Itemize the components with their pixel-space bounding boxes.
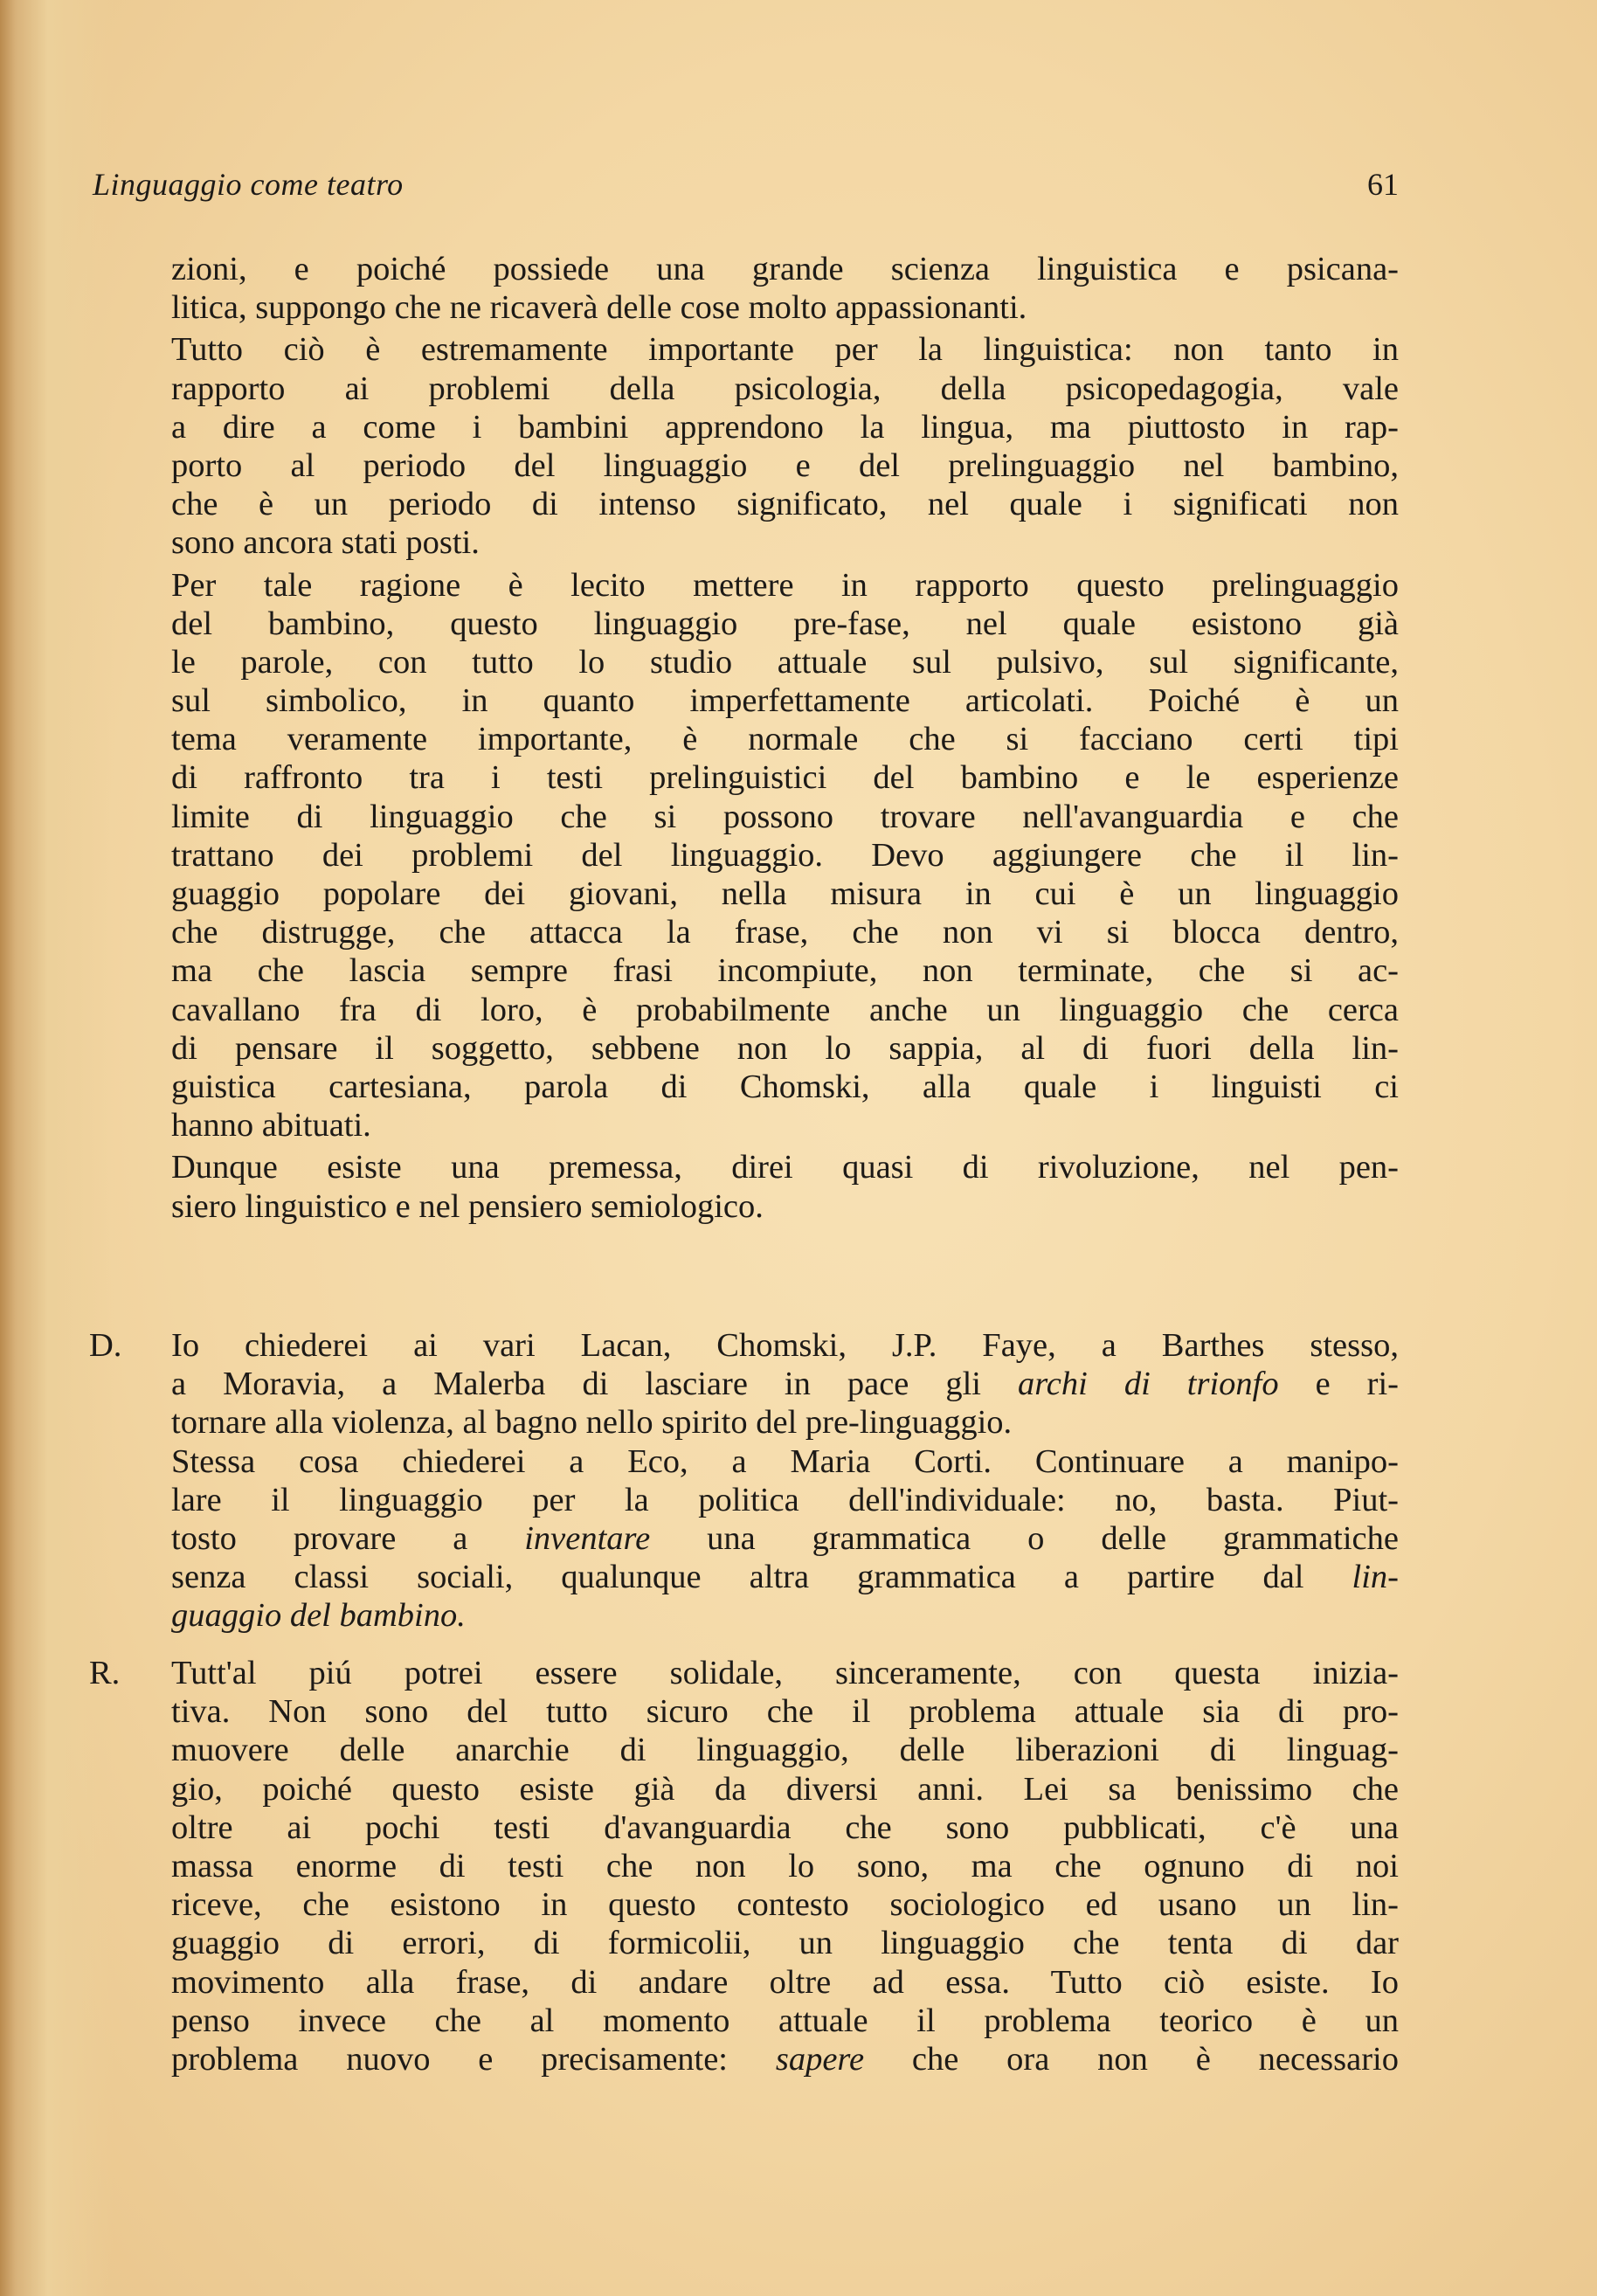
text-segment: gio, poiché questo esiste già da diversi anni. Lei sa benissimo che [171,1770,1399,1808]
text-segment: senza classi sociali, qualunque altra grammatica a partire dal [171,1559,1352,1596]
text-line [171,1442,1399,1481]
text-line: hanno abituati. [171,1107,371,1145]
text-line: che è un periodo di intenso significato, nel quale i significati non [171,486,1399,523]
text-line: siero linguistico e nel pensiero semiologico. [171,1187,764,1225]
text-line: porto al periodo del linguaggio e del prelinguaggio nel bambino, [171,446,1399,484]
text-line: di pensare il soggetto, sebbene non lo sappia, al di fuori della lin- [171,1029,1399,1067]
question-speaker: D. [89,1327,122,1364]
text-line [171,2040,1399,2078]
italic-segment: lin- [1352,1559,1399,1596]
text-line: litica, suppongo che ne ricaverà delle cose molto appassionanti. [171,289,1027,327]
text-line [171,1558,1399,1596]
text-line: cavallano fra di loro, è probabilmente anche un linguaggio che cerca [171,991,1399,1028]
text-line [171,1847,1399,1885]
text-segment: Stessa cosa chiederei a Eco, a Maria Corti. Continuare a manipo- [171,1442,1399,1480]
text-line [171,1365,1399,1403]
text-segment: lare il linguaggio per la politica dell'individuale: no, basta. Piut- [171,1481,1399,1518]
text-line [171,1885,1399,1924]
text-line [171,1481,1399,1519]
running-title: Linguaggio come teatro [93,167,404,202]
text-line [171,1654,1399,1692]
text-line: Per tale ragione è lecito mettere in rapporto questo prelinguaggio [171,566,1399,604]
italic-segment: inventare [524,1519,651,1557]
text-line [171,1403,1399,1442]
text-line: che distrugge, che attacca la frase, che non vi si blocca dentro, [171,914,1399,951]
text-segment: una grammatica o delle grammatiche [650,1519,1399,1557]
text-line [171,1519,1399,1558]
text-line: limite di linguaggio che si possono trovare nell'avanguardia e che [171,798,1399,835]
text-segment: massa enorme di testi che non lo sono, ma che ognuno di noi [171,1847,1399,1885]
text-line [171,1808,1399,1847]
text-line: guaggio popolare dei giovani, nella misura in cui è un linguaggio [171,875,1399,912]
text-line [171,1924,1399,1962]
text-segment: tosto provare a [171,1519,525,1557]
text-segment: tornare alla violenza, al bagno nello spirito del pre-linguaggio. [171,1404,1013,1442]
text-line: Tutto ciò è estremamente importante per la linguistica: non tanto in [171,331,1399,369]
text-line: le parole, con tutto lo studio attuale sul pulsivo, sul significante, [171,643,1399,681]
text-line: tema veramente importante, è normale che si facciano certi tipi [171,721,1399,758]
text-segment: oltre ai pochi testi d'avanguardia che sono pubblicati, c'è una [171,1808,1399,1846]
text-line: ma che lascia sempre frasi incompiute, non terminate, che si ac- [171,952,1399,990]
answer-speaker: R. [89,1655,121,1691]
text-line: Dunque esiste una premessa, direi quasi di rivoluzione, nel pen- [171,1149,1399,1186]
italic-segment: guaggio del bambino. [171,1597,466,1635]
text-line [171,1596,1399,1635]
question-text [171,1326,1399,1636]
text-segment: tiva. Non sono del tutto sicuro che il problema attuale sia di pro- [171,1693,1399,1731]
text-line: di raffronto tra i testi prelinguistici del bambino e le esperienze [171,759,1399,797]
text-line [171,1731,1399,1769]
text-line: zioni, e poiché possiede una grande scienza linguistica e psicana- [171,251,1399,287]
text-line: sul simbolico, in quanto imperfettamente articolati. Poiché è un [171,682,1399,720]
text-segment: penso invece che al momento attuale il problema teorico è un [171,2002,1399,2039]
text-segment: problema nuovo e precisamente: [171,2040,776,2078]
text-segment: e ri- [1278,1366,1399,1403]
answer-text [171,1654,1399,2078]
text-line: rapporto ai problemi della psicologia, della psicopedagogia, vale [171,370,1399,407]
text-segment: muovere delle anarchie di linguaggio, delle liberazioni di linguag- [171,1732,1399,1769]
italic-segment: sapere [775,2040,865,2078]
text-line: sono ancora stati posti. [171,524,480,562]
text-segment: che ora non è necessario [864,2040,1399,2078]
text-line [171,2002,1399,2040]
text-segment: movimento alla frase, di andare oltre ad essa. Tutto ciò esiste. Io [171,1963,1399,2001]
text-line: guistica cartesiana, parola di Chomski, alla quale i linguisti ci [171,1068,1399,1105]
text-line: trattano dei problemi del linguaggio. Devo aggiungere che il lin- [171,836,1399,874]
text-line [171,1770,1399,1808]
text-line: a dire a come i bambini apprendono la lingua, ma piuttosto in rap- [171,408,1399,446]
text-segment: Tutt'al piú potrei essere solidale, sinceramente, con questa inizia- [171,1655,1399,1691]
body-text [171,250,1399,1226]
text-segment: riceve, che esistono in questo contesto sociologico ed usano un lin- [171,1886,1399,1924]
text-segment: Io chiederei ai vari Lacan, Chomski, J.P. Faye, a Barthes stesso, [171,1327,1399,1364]
text-line [171,1692,1399,1731]
text-line [171,1963,1399,2002]
text-line [171,1326,1399,1365]
text-segment: a Moravia, a Malerba di lasciare in pace gli [171,1366,1018,1403]
text-line: del bambino, questo linguaggio pre-fase, nel quale esistono già [171,605,1399,642]
italic-segment: archi di trionfo [1018,1366,1279,1403]
text-segment: guaggio di errori, di formicolii, un linguaggio che tenta di dar [171,1925,1399,1962]
page-number: 61 [1367,167,1399,202]
